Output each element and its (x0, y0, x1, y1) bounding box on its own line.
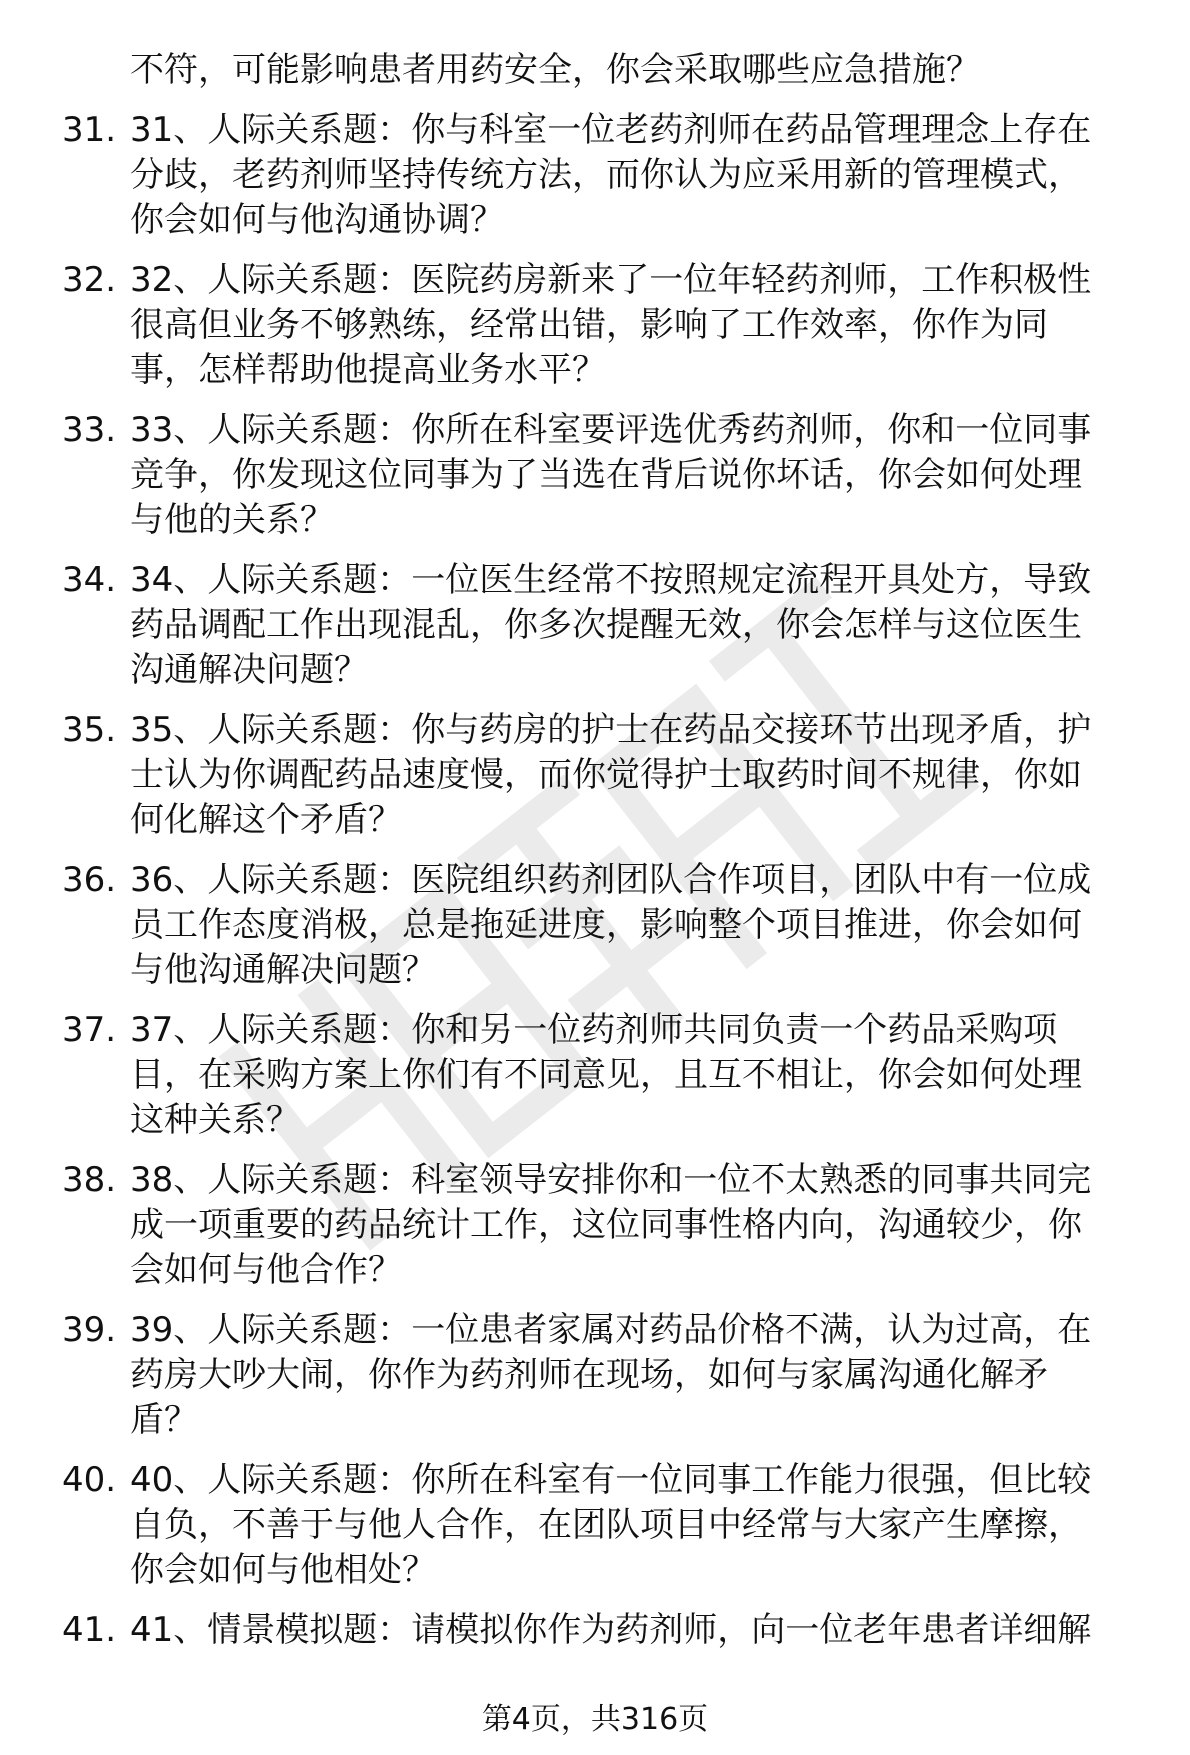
text-line: 士认为你调配药品速度慢，而你觉得护士取药时间不规律，你如 (130, 755, 1082, 795)
text-line: 成一项重要的药品统计工作，这位同事性格内向，沟通较少，你 (130, 1205, 1082, 1245)
text-line: 事，怎样帮助他提高业务水平？ (130, 350, 606, 390)
text-line: 你会如何与他相处？ (130, 1550, 436, 1590)
text-line: 药房大吵大闹，你作为药剂师在现场，如何与家属沟通化解矛 (130, 1355, 1048, 1395)
item-text (130, 1458, 1158, 1593)
text-line: 与他的关系？ (130, 500, 334, 540)
text-line: 40、人际关系题：你所在科室有一位同事工作能力很强，但比较 (130, 1460, 1092, 1500)
item-text (130, 1308, 1158, 1443)
text-line: 33、人际关系题：你所在科室要评选优秀药剂师，你和一位同事 (130, 410, 1092, 450)
item-number: 31. (62, 110, 117, 150)
item-text (130, 558, 1158, 693)
text-line: 员工作态度消极，总是拖延进度，影响整个项目推进，你会如何 (130, 905, 1082, 945)
item-number: 40. (62, 1460, 117, 1500)
text-line: 盾？ (130, 1400, 198, 1440)
item-number: 38. (62, 1160, 117, 1200)
item-text (130, 408, 1158, 543)
question-list (0, 48, 1190, 1653)
item-number: 32. (62, 260, 117, 300)
list-item-38 (0, 1158, 1190, 1293)
item-text (130, 708, 1158, 843)
item-text (130, 258, 1158, 393)
item-number: 41. (62, 1610, 117, 1650)
list-item-39 (0, 1308, 1190, 1443)
list-item-36 (0, 858, 1190, 993)
item-number: 36. (62, 860, 117, 900)
item-text (130, 1008, 1158, 1143)
text-line: 与他沟通解决问题？ (130, 950, 436, 990)
item-text (130, 108, 1158, 243)
item-text (130, 858, 1158, 993)
text-line: 自负，不善于与他人合作，在团队项目中经常与大家产生摩擦， (130, 1505, 1082, 1545)
text-line: 31、人际关系题：你与科室一位老药剂师在药品管理理念上存在 (130, 110, 1092, 150)
text-line: 会如何与他合作？ (130, 1250, 402, 1290)
text-line: 37、人际关系题：你和另一位药剂师共同负责一个药品采购项 (130, 1010, 1058, 1050)
page-number-label: 第4页，共316页 (481, 1702, 709, 1737)
item-number: 37. (62, 1010, 117, 1050)
item-text (130, 48, 1158, 93)
text-line: 何化解这个矛盾？ (130, 800, 402, 840)
text-line: 沟通解决问题？ (130, 650, 368, 690)
list-item-31 (0, 108, 1190, 243)
page-footer (0, 1700, 1190, 1740)
list-item-35 (0, 708, 1190, 843)
text-line: 41、情景模拟题：请模拟你作为药剂师，向一位老年患者详细解 (130, 1610, 1092, 1650)
list-item-40 (0, 1458, 1190, 1593)
list-item-41 (0, 1608, 1190, 1653)
text-line: 分歧，老药剂师坚持传统方法，而你认为应采用新的管理模式， (130, 155, 1082, 195)
text-line: 目，在采购方案上你们有不同意见，且互不相让，你会如何处理 (130, 1055, 1082, 1095)
text-line: 35、人际关系题：你与药房的护士在药品交接环节出现矛盾，护 (130, 710, 1092, 750)
item-number: 33. (62, 410, 117, 450)
item-number: 35. (62, 710, 117, 750)
text-line: 39、人际关系题：一位患者家属对药品价格不满，认为过高，在 (130, 1310, 1092, 1350)
text-line: 药品调配工作出现混乱，你多次提醒无效，你会怎样与这位医生 (130, 605, 1082, 645)
text-line: 不符，可能影响患者用药安全，你会采取哪些应急措施？ (130, 50, 980, 90)
text-line: 32、人际关系题：医院药房新来了一位年轻药剂师，工作积极性 (130, 260, 1092, 300)
text-line: 34、人际关系题：一位医生经常不按照规定流程开具处方，导致 (130, 560, 1092, 600)
item-text (130, 1608, 1158, 1653)
text-line: 36、人际关系题：医院组织药剂团队合作项目，团队中有一位成 (130, 860, 1092, 900)
text-line: 这种关系？ (130, 1100, 300, 1140)
list-item-34 (0, 558, 1190, 693)
item-number: 34. (62, 560, 117, 600)
item-text (130, 1158, 1158, 1293)
list-item-37 (0, 1008, 1190, 1143)
text-line: 很高但业务不够熟练，经常出错，影响了工作效率，你作为同 (130, 305, 1048, 345)
list-item-32 (0, 258, 1190, 393)
text-line: 竞争，你发现这位同事为了当选在背后说你坏话，你会如何处理 (130, 455, 1082, 495)
list-item-33 (0, 408, 1190, 543)
text-line: 38、人际关系题：科室领导安排你和一位不太熟悉的同事共同完 (130, 1160, 1092, 1200)
item-number: 39. (62, 1310, 117, 1350)
text-line: 你会如何与他沟通协调？ (130, 200, 504, 240)
list-item-continuation (0, 48, 1190, 93)
